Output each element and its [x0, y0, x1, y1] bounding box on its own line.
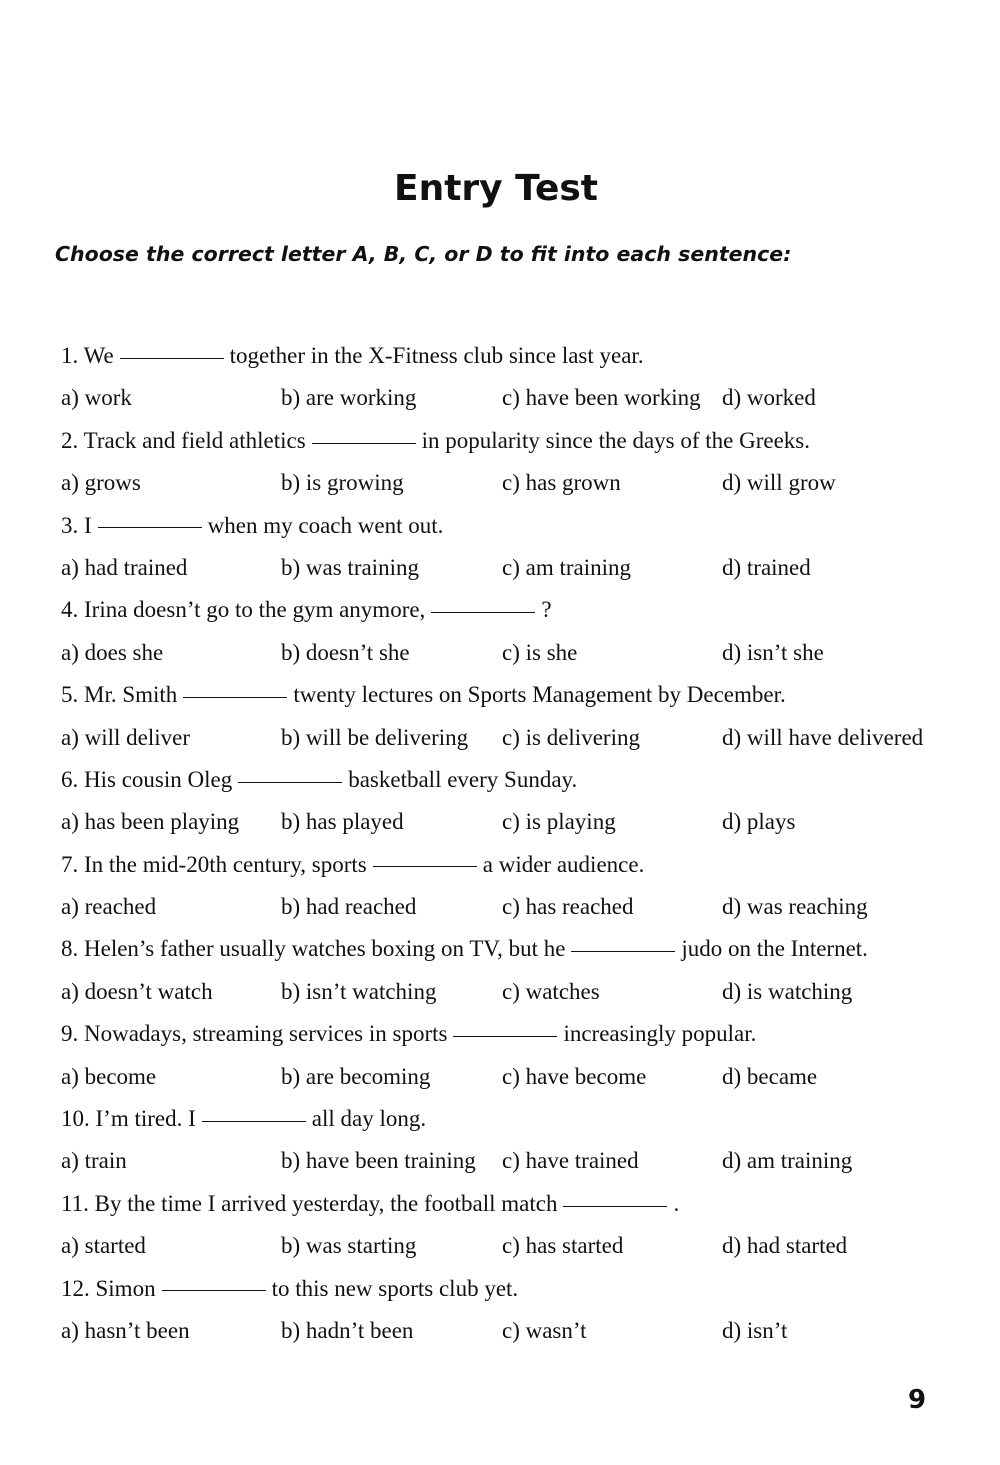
answer-options — [61, 886, 941, 928]
answer-options — [61, 632, 941, 674]
question-text-before: 6. His cousin Oleg — [61, 766, 233, 792]
option-d[interactable]: d) isn’t she — [722, 639, 824, 665]
option-c[interactable]: c) wasn’t — [502, 1317, 587, 1343]
option-c[interactable]: c) is she — [502, 639, 578, 665]
option-b[interactable]: b) has played — [281, 809, 404, 835]
instructions: Choose the correct letter A, B, C, or D to fit into each sentence: — [55, 242, 792, 266]
option-b[interactable]: b) isn’t watching — [281, 978, 437, 1004]
option-c[interactable]: c) have become — [502, 1063, 647, 1089]
question-text-after: ? — [541, 597, 552, 623]
question-text-before: 7. In the mid-20th century, sports — [61, 851, 367, 877]
question-stem — [61, 674, 941, 716]
option-a[interactable]: a) had trained — [61, 554, 188, 580]
option-a[interactable]: a) grows — [61, 470, 141, 496]
option-b[interactable]: b) doesn’t she — [281, 639, 410, 665]
option-c[interactable]: c) has grown — [502, 470, 621, 496]
option-a[interactable]: a) does she — [61, 639, 164, 665]
answer-options — [61, 1225, 941, 1267]
question-stem — [61, 759, 941, 801]
question-text-after: to this new sports club yet. — [271, 1275, 519, 1301]
question-stem — [61, 335, 941, 377]
question-stem — [61, 1268, 941, 1310]
question-text-before: 5. Mr. Smith — [61, 682, 178, 708]
answer-blank — [312, 442, 416, 444]
option-d[interactable]: d) was reaching — [722, 894, 868, 920]
question-text-after: basketball every Sunday. — [348, 766, 578, 792]
question-text-after: a wider audience. — [482, 851, 645, 877]
option-c[interactable]: c) watches — [502, 978, 600, 1004]
question-text-before: 11. By the time I arrived yesterday, the football match — [61, 1190, 558, 1216]
question-text-after: when my coach went out. — [207, 512, 444, 538]
answer-options — [61, 1056, 941, 1098]
question-stem — [61, 420, 941, 462]
option-d[interactable]: d) isn’t — [722, 1317, 788, 1343]
option-b[interactable]: b) had reached — [281, 894, 417, 920]
question-text-after: in popularity since the days of the Greeks. — [421, 427, 810, 453]
question-stem — [61, 1183, 941, 1225]
option-b[interactable]: b) was training — [281, 554, 419, 580]
option-d[interactable]: d) will have delivered — [722, 724, 924, 750]
option-d[interactable]: d) is watching — [722, 978, 853, 1004]
option-b[interactable]: b) is growing — [281, 470, 404, 496]
question-text-before: 2. Track and field athletics — [61, 427, 306, 453]
option-b[interactable]: b) hadn’t been — [281, 1317, 414, 1343]
option-a[interactable]: a) reached — [61, 894, 157, 920]
answer-blank — [431, 611, 535, 613]
question-text-after: all day long. — [311, 1106, 427, 1132]
question-text-before: 10. I’m tired. I — [61, 1106, 196, 1132]
option-a[interactable]: a) hasn’t been — [61, 1317, 190, 1343]
option-d[interactable]: d) will grow — [722, 470, 836, 496]
answer-options — [61, 462, 941, 504]
question-text-before: 3. I — [61, 512, 92, 538]
answer-blank — [120, 357, 224, 359]
question-stem — [61, 589, 941, 631]
question-text-before: 4. Irina doesn’t go to the gym anymore, — [61, 597, 426, 623]
question-text-before: 12. Simon — [61, 1275, 156, 1301]
option-b[interactable]: b) was starting — [281, 1233, 417, 1259]
answer-options — [61, 1310, 941, 1352]
answer-blank — [162, 1289, 266, 1291]
question-list — [61, 335, 941, 1352]
answer-options — [61, 801, 941, 843]
option-d[interactable]: d) had started — [722, 1233, 848, 1259]
question-text-after: together in the X-Fitness club since last year. — [229, 343, 644, 368]
option-a[interactable]: a) train — [61, 1148, 127, 1174]
answer-blank — [202, 1120, 306, 1122]
option-d[interactable]: d) plays — [722, 809, 796, 835]
option-a[interactable]: a) become — [61, 1063, 157, 1089]
question-stem — [61, 505, 941, 547]
option-d[interactable]: d) worked — [722, 385, 816, 411]
question-text-before: 1. We — [61, 343, 114, 368]
question-text-after: judo on the Internet. — [681, 936, 868, 962]
question-stem — [61, 1098, 941, 1140]
option-c[interactable]: c) have trained — [502, 1148, 639, 1174]
option-c[interactable]: c) am training — [502, 554, 632, 580]
option-b[interactable]: b) are becoming — [281, 1063, 431, 1089]
option-b[interactable]: b) have been training — [281, 1148, 476, 1174]
option-a[interactable]: a) work — [61, 385, 132, 411]
answer-blank — [98, 526, 202, 528]
option-c[interactable]: c) has reached — [502, 894, 634, 920]
page-title: Entry Test — [393, 168, 598, 209]
option-a[interactable]: a) has been playing — [61, 809, 240, 835]
option-a[interactable]: a) doesn’t watch — [61, 978, 213, 1004]
question-stem — [61, 844, 941, 886]
option-c[interactable]: c) is delivering — [502, 724, 640, 750]
option-c[interactable]: c) has started — [502, 1233, 624, 1259]
page-number: 9 — [908, 1385, 927, 1415]
answer-blank — [183, 696, 287, 698]
option-d[interactable]: d) am training — [722, 1148, 853, 1174]
option-a[interactable]: a) will deliver — [61, 724, 191, 750]
question-stem — [61, 928, 941, 970]
option-d[interactable]: d) trained — [722, 554, 811, 580]
option-d[interactable]: d) became — [722, 1063, 818, 1089]
answer-options — [61, 547, 941, 589]
answer-options — [61, 377, 941, 419]
answer-blank — [571, 950, 675, 952]
option-c[interactable]: c) is playing — [502, 809, 616, 835]
answer-blank — [238, 781, 342, 783]
answer-options — [61, 971, 941, 1013]
option-b[interactable]: b) are working — [281, 385, 417, 411]
question-stem — [61, 1013, 941, 1055]
option-c[interactable]: c) have been working — [502, 385, 701, 411]
question-text-after: . — [673, 1190, 680, 1216]
answer-options — [61, 1140, 941, 1182]
answer-blank — [373, 865, 477, 867]
question-text-after: twenty lectures on Sports Management by December. — [293, 682, 786, 708]
answer-blank — [563, 1205, 667, 1207]
option-b[interactable]: b) will be delivering — [281, 724, 469, 750]
question-text-before: 9. Nowadays, streaming services in sports — [61, 1021, 448, 1047]
question-text-before: 8. Helen’s father usually watches boxing on TV, but he — [61, 936, 566, 962]
answer-blank — [453, 1035, 557, 1037]
question-text-after: increasingly popular. — [563, 1021, 757, 1047]
option-a[interactable]: a) started — [61, 1233, 146, 1259]
answer-options — [61, 717, 941, 759]
